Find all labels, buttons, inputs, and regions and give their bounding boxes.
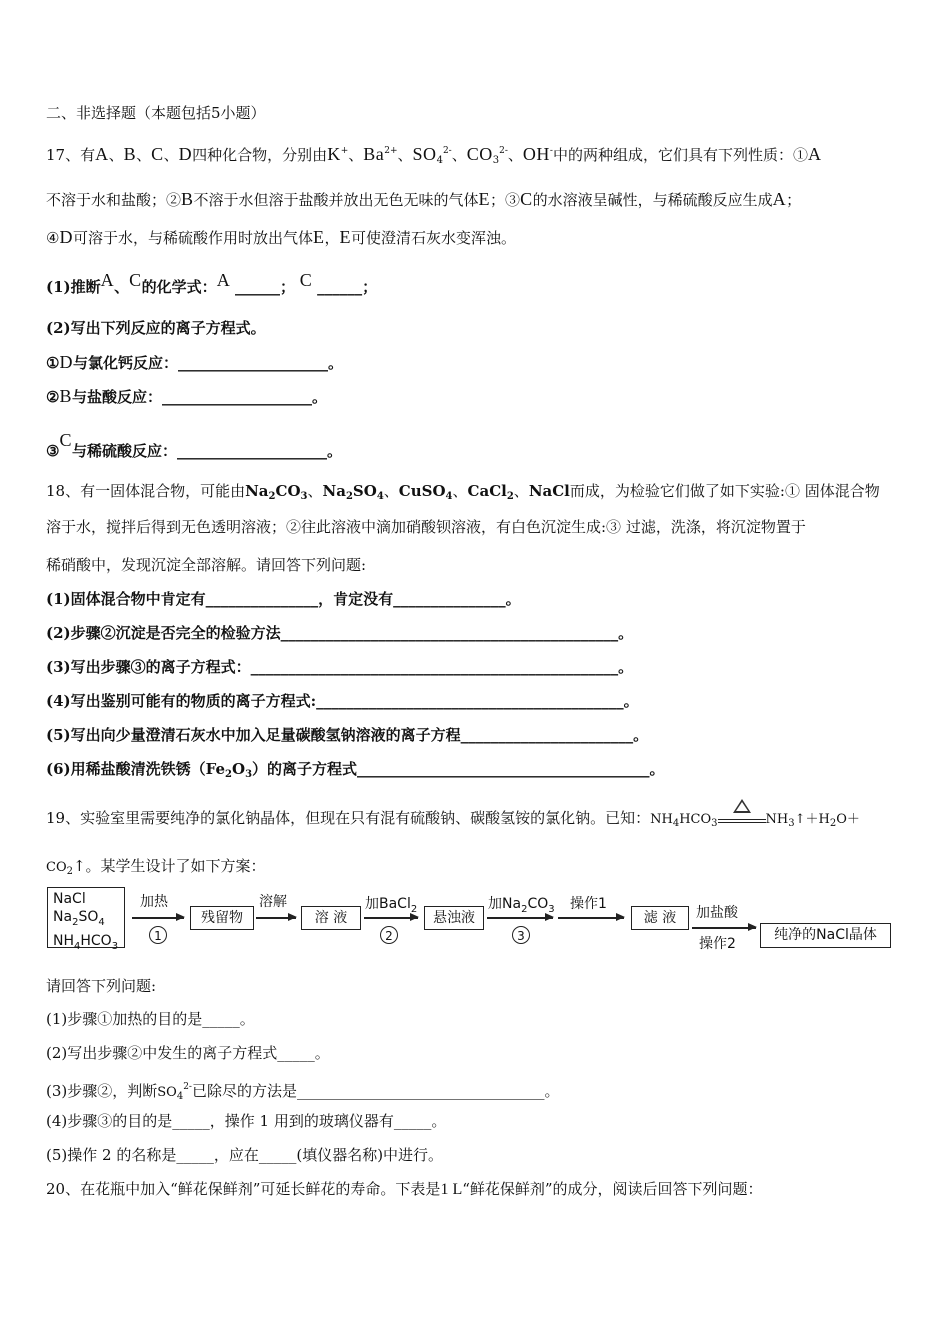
q17-part2: (2)写出下列反应的离子方程式。 xyxy=(46,319,266,337)
flow-arrow-6 xyxy=(692,927,756,929)
flow-step3-label: 加$Na_2CO_3$ xyxy=(488,896,555,915)
answer-blank[interactable]: _____ xyxy=(172,1112,210,1130)
flow-start-box: NaCl $Na_2SO_4$ $NH_4HCO_3$ xyxy=(47,887,125,948)
flow-step5-label: 加盐酸 xyxy=(696,905,738,921)
flow-box-solution: 溶 液 xyxy=(301,906,361,930)
flow-box-residue: 残留物 xyxy=(190,906,254,930)
answer-blank[interactable]: ______； xyxy=(234,278,295,296)
q18-s1: (1)固体混合物中肯定有_______________，肯定没有_______________。 xyxy=(46,590,521,608)
answer-blank[interactable]: _____ xyxy=(202,1010,240,1028)
q17-line3: ④D可溶于水，与稀硫酸作用时放出气体E，E可使澄清石灰水变浑浊。 xyxy=(46,227,516,247)
answer-blank[interactable]: _____ xyxy=(393,1112,432,1130)
flow-step1-label: 加热 xyxy=(140,894,168,910)
q19-a3: (3)步骤②，判断$SO_4^{2-}$已除尽的方法是_________________________________。 xyxy=(46,1082,560,1102)
q19-line2: $CO_2↑$。某学生设计了如下方案： xyxy=(46,857,266,877)
answer-blank[interactable]: ____________________ xyxy=(177,354,328,372)
flow-step2-label: 加BaCl$_2$ xyxy=(365,896,418,915)
q18-s3: (3)写出步骤③的离子方程式：_________________________________________________。 xyxy=(46,658,634,676)
q20-line1: 20、在花瓶中加入“鲜花保鲜剂”可延长鲜花的寿命。下表是1 L“鲜花保鲜剂”的成分，阅读后回答下列问题： xyxy=(46,1180,763,1198)
flow-box-filtrate: 滤 液 xyxy=(631,906,689,930)
q17-r2: ②B与盐酸反应：____________________。 xyxy=(46,386,327,406)
flow-step3-number: 3 xyxy=(512,926,530,944)
heat-reaction-sign xyxy=(718,809,766,829)
answer-blank[interactable]: _____ xyxy=(176,1146,214,1164)
q18-line3: 稀硝酸中，发现沉淀全部溶解。请回答下列问题: xyxy=(46,556,367,574)
answer-blank[interactable]: _______________ xyxy=(205,590,319,608)
q19-a4: (4)步骤③的目的是_____，操作 1 用到的玻璃仪器有_____。 xyxy=(46,1112,447,1130)
flow-step1-number: 1 xyxy=(149,926,167,944)
flow-box-suspension: 悬浊液 xyxy=(424,906,484,930)
flow-arrow-3 xyxy=(364,917,418,919)
answer-blank[interactable]: ______； xyxy=(317,278,378,296)
answer-blank[interactable]: _______________________ xyxy=(460,726,634,744)
answer-blank[interactable]: _______________ xyxy=(393,590,506,608)
q19-a1: (1)步骤①加热的目的是_____。 xyxy=(46,1010,255,1028)
answer-blank[interactable]: _____ xyxy=(277,1044,315,1062)
q19-a2: (2)写出步骤②中发生的离子方程式_____。 xyxy=(46,1044,330,1062)
flow-arrow-4 xyxy=(487,917,553,919)
q19-a5: (5)操作 2 的名称是_____，应在_____(填仪器名称)中进行。 xyxy=(46,1146,444,1164)
q17-line1: 17、有A、B、C、D四种化合物，分别由K+、$Ba^{2+}$、$SO_4^{2-}$、$CO_3^{2-}$、OH-中的两种组成，它们具有下列性质：①A xyxy=(46,144,822,166)
answer-blank[interactable]: _________________________________________ xyxy=(316,692,624,710)
answer-blank[interactable]: _______________________________________ xyxy=(357,760,650,778)
q19-line1: 19、实验室里需要纯净的氯化钠晶体，但现在只有混有硫酸钠、碳酸氢铵的氯化钠。已知：$NH_4HCO_3$ $NH_3↑+H_2O+$ xyxy=(46,808,860,834)
flow-step5-sublabel: 操作2 xyxy=(699,936,736,952)
q17-r3: ③C与稀硫酸反应：____________________。 xyxy=(46,430,342,460)
flow-arrow-1 xyxy=(132,917,184,919)
flow-step2-number: 2 xyxy=(380,926,398,944)
flow-box-product: 纯净的NaCl晶体 xyxy=(760,923,891,948)
q18-s5: (5)写出向少量澄清石灰水中加入足量碳酸氢钠溶液的离子方程_______________________。 xyxy=(46,726,649,744)
q17-part1: (1)推断A、C的化学式：A ______； C ______； xyxy=(46,270,378,296)
flow-dissolve-label: 溶解 xyxy=(259,894,287,910)
flow-arrow-5 xyxy=(558,917,624,919)
heat-triangle-icon xyxy=(733,799,751,813)
answer-blank[interactable]: _________________________________________________ xyxy=(250,658,619,676)
answer-blank[interactable]: ____________________ xyxy=(176,442,327,460)
flow-step4-label: 操作1 xyxy=(570,896,607,912)
q18-line1: 18、有一固体混合物，可能由$Na_2CO_3$、$Na_2SO_4$、CuSO$_4$、CaCl$_2$、NaCl而成，为检验它们做了如下实验:① 固体混合物 xyxy=(46,482,880,502)
section-title: 二、非选择题（本题包括5小题） xyxy=(46,104,266,122)
q19-prompt: 请回答下列问题: xyxy=(46,977,157,995)
q18-s4: (4)写出鉴别可能有的物质的离子方程式:_________________________________________。 xyxy=(46,692,639,710)
q17-line2: 不溶于水和盐酸；②B不溶于水但溶于盐酸并放出无色无味的气体E；③C的水溶液呈碱性，与稀硫酸反应生成A； xyxy=(46,189,802,209)
answer-blank[interactable]: ____________________ xyxy=(161,388,312,406)
answer-blank[interactable]: _________________________________ xyxy=(297,1082,545,1100)
q18-s6: (6)用稀盐酸清洗铁锈$(Fe_2O_3)$的离子方程式_______________________________________。 xyxy=(46,760,665,780)
answer-blank[interactable]: _____________________________________________ xyxy=(280,624,619,642)
q18-line2: 溶于水，搅拌后得到无色透明溶液；②往此溶液中滴加硝酸钡溶液，有白色沉淀生成:③ 过滤，洗涤，将沉淀物置于 xyxy=(46,518,806,536)
answer-blank[interactable]: _____ xyxy=(258,1146,297,1164)
q17-r1: ①D与氯化钙反应：____________________。 xyxy=(46,352,343,372)
q18-s2: (2)步骤②沉淀是否完全的检验方法_____________________________________________。 xyxy=(46,624,634,642)
flow-arrow-2 xyxy=(256,917,296,919)
